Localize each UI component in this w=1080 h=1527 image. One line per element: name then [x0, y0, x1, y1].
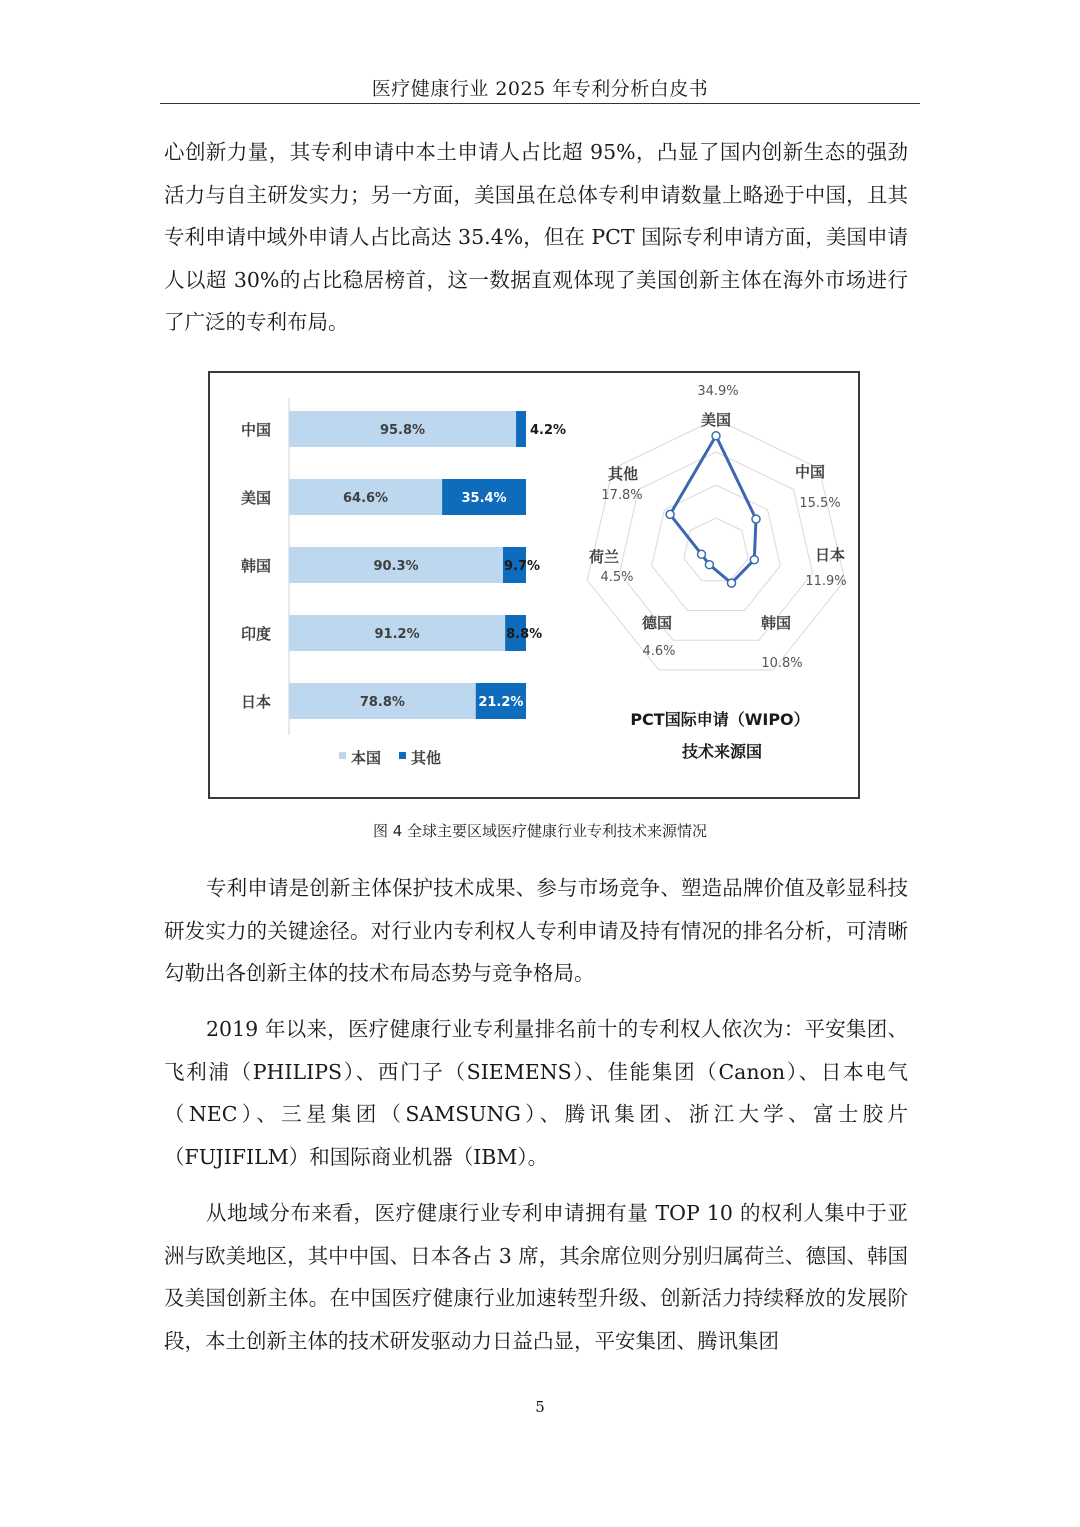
bar-label-other: 8.8% — [506, 627, 543, 642]
bar-category-label: 日本 — [240, 693, 272, 711]
radar-axis-label: 日本 — [814, 546, 846, 564]
figure-caption: 图 4 全球主要区域医疗健康行业专利技术来源情况 — [372, 822, 708, 840]
bar-label-other: 4.2% — [530, 423, 567, 438]
radar-value-label: 10.8% — [761, 656, 803, 671]
bar-label-domestic: 95.8% — [379, 423, 426, 438]
bar-segment-other — [516, 411, 526, 447]
radar-axis-label: 美国 — [700, 411, 732, 429]
bar-category-label: 印度 — [240, 625, 272, 643]
header-rule — [160, 103, 920, 104]
radar-value-label: 15.5% — [799, 496, 841, 511]
radar-axis-label: 德国 — [641, 614, 673, 632]
radar-axis-label: 中国 — [794, 463, 826, 481]
radar-axis-label: 韩国 — [760, 614, 792, 632]
radar-point — [698, 550, 706, 558]
paragraph-4: 从地域分布来看，医疗健康行业专利申请拥有量 TOP 10 的权利人集中于亚洲与欧美地区，其中中国、日本各占 3 席，其余席位则分别归属荷兰、德国、韩国及美国创新主体。在中国医疗健康行业加速转型升级、创新活力持续释放的发展阶段，本土创新主体的技术研发驱动力日益凸显，平安集团、腾讯集团 — [164, 1201, 908, 1353]
radar-title-line1: PCT国际申请（WIPO） — [630, 710, 810, 729]
bar-label-domestic: 64.6% — [342, 491, 389, 506]
figure-4 — [208, 371, 860, 799]
radar-value-label: 11.9% — [805, 574, 847, 589]
legend-swatch-domestic — [339, 752, 346, 759]
radar-grid-ring — [620, 452, 813, 640]
page-number: 5 — [535, 1398, 545, 1416]
bar-label-domestic: 91.2% — [374, 627, 420, 642]
radar-grid-ring — [652, 485, 781, 611]
legend-label-domestic: 本国 — [351, 749, 382, 767]
legend-label-other: 其他 — [411, 749, 442, 767]
bar-category-label: 中国 — [240, 421, 272, 439]
bar-category-label: 韩国 — [240, 557, 272, 575]
radar-axis-label: 荷兰 — [588, 548, 620, 566]
bar-label-domestic: 78.8% — [359, 695, 405, 710]
running-header: 医疗健康行业 2025 年专利分析白皮书 — [371, 78, 709, 100]
bar-label-other: 9.7% — [504, 559, 541, 574]
radar-axis-label: 其他 — [607, 465, 639, 483]
bar-category-label: 美国 — [240, 489, 272, 507]
radar-title-line2: 技术来源国 — [681, 742, 763, 761]
paragraph-2: 专利申请是创新主体保护技术成果、参与市场竞争、塑造品牌价值及彰显科技研发实力的关键途径。对行业内专利权人专利申请及持有情况的排名分析，可清晰勾勒出各创新主体的技术布局态势与竞争格局。 — [164, 876, 908, 985]
radar-value-label: 17.8% — [601, 488, 643, 503]
radar-point — [705, 561, 713, 569]
paragraph-1: 心创新力量，其专利申请中本土申请人占比超 95%，凸显了国内创新生态的强劲活力与自主研发实力；另一方面，美国虽在总体专利申请数量上略逊于中国，且其专利申请中域外申请人占比高达 35.4%，但在 PCT 国际专利申请方面，美国申请人以超 30%的占比稳居榜首，这一数据直观体现了美国创新主体在海外市场进行了广泛的专利布局。 — [164, 140, 908, 334]
legend-swatch-other — [399, 752, 406, 759]
bar-label-other: 35.4% — [461, 491, 507, 506]
radar-point — [666, 510, 674, 518]
figure-canvas — [210, 373, 858, 797]
radar-series-line — [670, 436, 756, 583]
radar-point — [752, 515, 760, 523]
radar-point — [750, 556, 758, 564]
paragraph-3: 2019 年以来，医疗健康行业专利量排名前十的专利权人依次为：平安集团、飞利浦（PHILIPS）、西门子（SIEMENS）、佳能集团（Canon）、日本电气（NEC）、三星集团（SAMSUNG）、腾讯集团、浙江大学、富士胶片（FUJIFILM）和国际商业机器（IBM）。 — [164, 1017, 908, 1169]
radar-point — [728, 579, 736, 587]
radar-value-label: 34.9% — [697, 384, 739, 399]
radar-point — [712, 432, 720, 440]
radar-value-label: 4.6% — [642, 644, 676, 659]
bar-label-other: 21.2% — [478, 695, 524, 710]
radar-value-label: 4.5% — [600, 570, 634, 585]
bar-label-domestic: 90.3% — [373, 559, 419, 574]
